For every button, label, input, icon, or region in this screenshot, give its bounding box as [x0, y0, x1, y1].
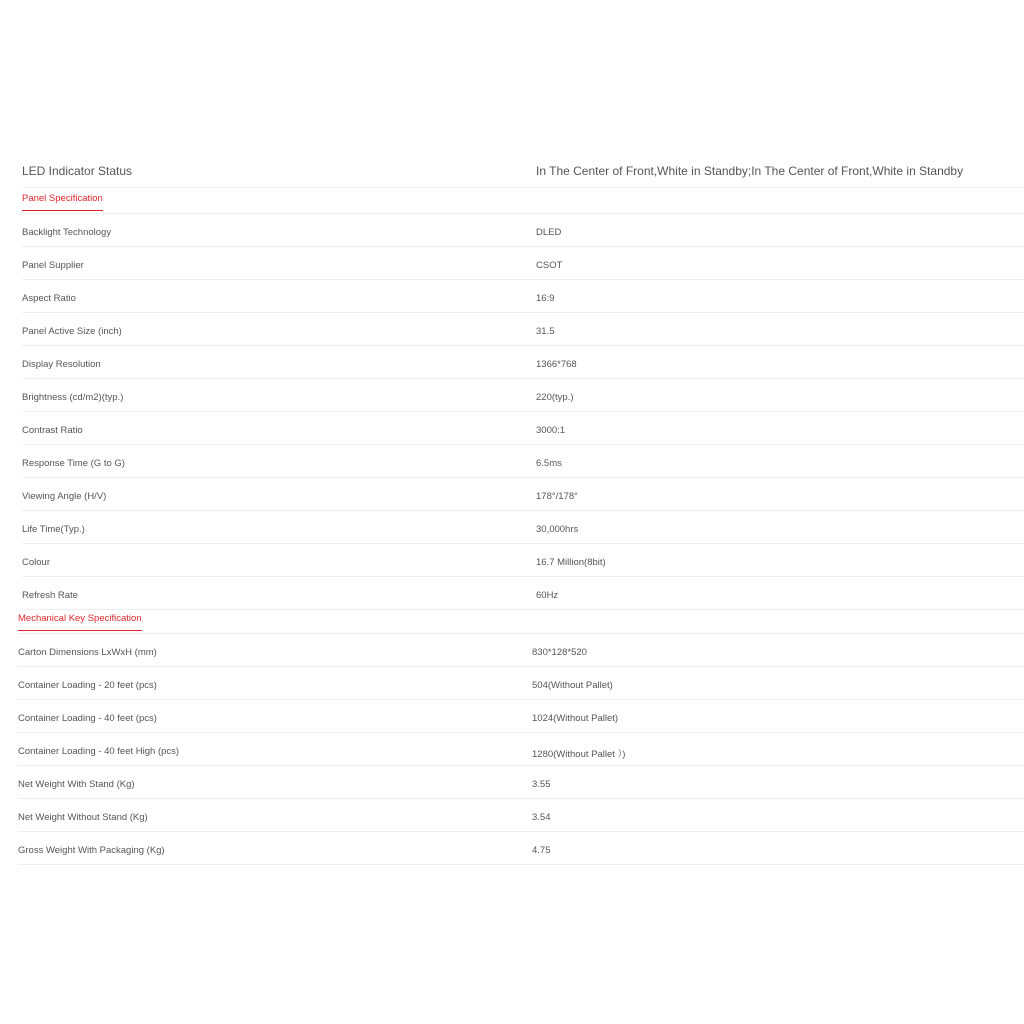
- table-row: [22, 445, 1024, 478]
- table-row: [22, 247, 1024, 280]
- table-row: [22, 214, 1024, 247]
- spec-label: Container Loading - 40 feet High (pcs): [18, 746, 180, 757]
- spec-value: 16.7 Million(8bit): [536, 557, 606, 568]
- table-row: [22, 412, 1024, 445]
- spec-value: 30,000hrs: [536, 524, 579, 535]
- spec-value: 1280(Without Pallet ）): [532, 749, 626, 760]
- table-row: [22, 577, 1024, 610]
- table-row: [18, 700, 1024, 733]
- spec-value: 4.75: [532, 845, 551, 856]
- spec-label: Response Time (G to G): [22, 458, 125, 469]
- spec-value: 220(typ.): [536, 392, 574, 403]
- spec-label: Viewing Angle (H/V): [22, 491, 107, 502]
- mechanical-key-specification-section: [18, 608, 1024, 865]
- spec-label: Panel Supplier: [22, 260, 84, 271]
- spec-value: 830*128*520: [532, 647, 587, 658]
- table-row: [18, 667, 1024, 700]
- spec-table: [22, 214, 1024, 610]
- spec-value: 31.5: [536, 326, 555, 337]
- spec-label: Carton Dimensions LxWxH (mm): [18, 647, 157, 658]
- spec-value: 3.55: [532, 779, 551, 790]
- spec-label: Contrast Ratio: [22, 425, 83, 436]
- table-row: [18, 766, 1024, 799]
- spec-value: DLED: [536, 227, 562, 238]
- spec-label: Backlight Technology: [22, 227, 112, 238]
- table-row: [22, 379, 1024, 412]
- spec-label: Net Weight With Stand (Kg): [18, 779, 135, 790]
- table-row: [18, 799, 1024, 832]
- spec-value: 16:9: [536, 293, 555, 304]
- table-row: [22, 544, 1024, 577]
- spec-value: 60Hz: [536, 590, 559, 601]
- spec-value: 504(Without Pallet): [532, 680, 613, 691]
- table-row: [18, 634, 1024, 667]
- spec-value: 1366*768: [536, 359, 577, 370]
- spec-label: Net Weight Without Stand (Kg): [18, 812, 148, 823]
- spec-label: Gross Weight With Packaging (Kg): [18, 845, 165, 856]
- spec-table: [18, 634, 1024, 865]
- spec-label: Display Resolution: [22, 359, 101, 370]
- table-row: [18, 733, 1024, 766]
- spec-label: LED Indicator Status: [22, 164, 133, 178]
- spec-value: 3000:1: [536, 425, 566, 436]
- table-row: [22, 346, 1024, 379]
- table-row: [22, 280, 1024, 313]
- led-indicator-status-row: [22, 156, 1024, 188]
- spec-value: CSOT: [536, 260, 563, 271]
- spec-label: Container Loading - 20 feet (pcs): [18, 680, 157, 691]
- section-header: [18, 608, 1024, 634]
- table-row: [22, 313, 1024, 346]
- spec-label: Panel Active Size (inch): [22, 326, 122, 337]
- spec-label: Container Loading - 40 feet (pcs): [18, 713, 157, 724]
- spec-value: 6.5ms: [536, 458, 562, 469]
- spec-value: 178°/178°: [536, 491, 578, 502]
- section-header: [22, 188, 1024, 214]
- spec-label: Colour: [22, 557, 50, 568]
- spec-label: Life Time(Typ.): [22, 524, 85, 535]
- table-row: [22, 478, 1024, 511]
- spec-value: In The Center of Front,White in Standby;In The Center of Front,White in Standby: [536, 164, 964, 178]
- table-row: [22, 511, 1024, 544]
- spec-value: 3.54: [532, 812, 551, 823]
- section-title: Mechanical Key Specification: [18, 613, 142, 631]
- spec-label: Refresh Rate: [22, 590, 78, 601]
- spec-label: Brightness (cd/m2)(typ.): [22, 392, 124, 403]
- spec-value: 1024(Without Pallet): [532, 713, 619, 724]
- table-row: [18, 832, 1024, 865]
- panel-specification-section: [22, 188, 1024, 610]
- section-title: Panel Specification: [22, 193, 103, 211]
- spec-label: Aspect Ratio: [22, 293, 76, 304]
